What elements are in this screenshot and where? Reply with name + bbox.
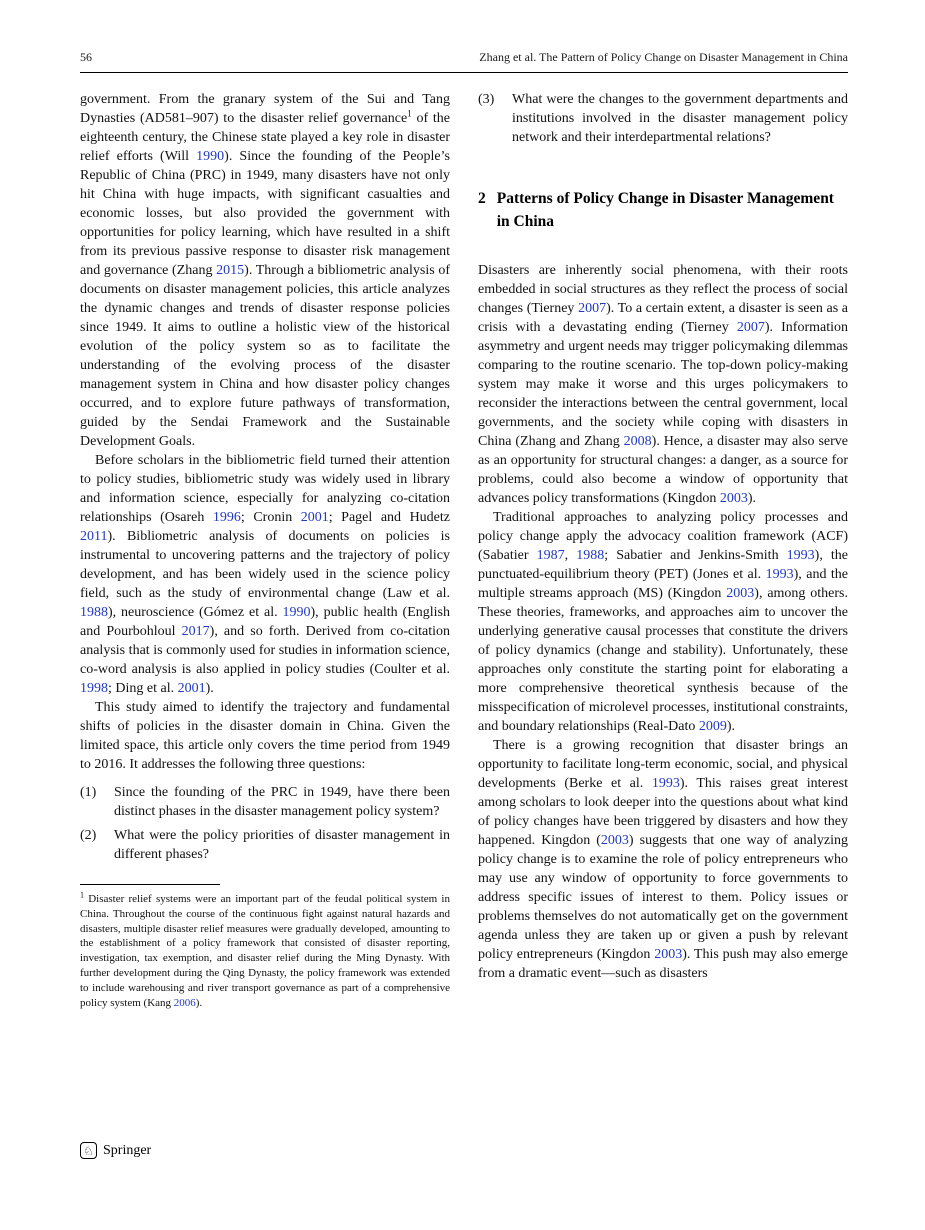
publisher-name: Springer <box>103 1142 152 1158</box>
page-footer <box>80 1142 151 1159</box>
paragraph: Disasters are inherently social phenomena, with their roots embedded in social structures as they reflect the process of social changes (Tierney 2007). To a certain extent, a disaster is seen as a crisis with a devastating ending (Tierney 2007). Information asymmetry and urgent needs may trigger policymaking dilemmas comparing to the routine scenario. The top-down policy-making system may make it worse and this urges policymakers to reconsider the interactions between the central government, local governments, and the society while coping with disasters in China (Zhang and Zhang 2008). Hence, a disaster may also serve as an opportunity for structural changes: a danger, as a source for problems, could also become a window of opportunity that advances policy transformations (Kingdon 2003). <box>478 263 849 506</box>
section-title: Patterns of Policy Change in Disaster Management in China <box>496 190 834 230</box>
list-item <box>80 783 450 821</box>
paragraph: There is a growing recognition that disaster brings an opportunity to facilitate long-term economic, social, and physical developments (Berke et al. 1993). This raises great interest among scholars to look deeper into the questions about what kind of policy changes have been triggered by disasters and how they happened. Kingdon (2003) suggests that one way of analyzing policy change is to examine the role of policy entrepreneurs who may use any window of opportunity to force governments to address specific issues of interest to them. Policy issues or problems themselves do not automatically get on the government agenda unless they are taken up or given a push by relevant policy entrepreneurs (Kingdon 2003). This push may also emerge from a dramatic event—such as disasters <box>478 738 848 981</box>
citation-link[interactable]: 2003 <box>726 586 755 601</box>
text-columns <box>80 90 848 1010</box>
citation-link[interactable]: 2009 <box>698 719 727 734</box>
list-item-text: Since the founding of the PRC in 1949, have there been distinct phases in the disaster management policy system? <box>114 785 450 819</box>
list-item-number: (1) <box>80 785 97 800</box>
citation-link[interactable]: 2003 <box>719 491 748 506</box>
springer-logo-icon: ♘ <box>80 1142 97 1159</box>
citation-link[interactable]: 1993 <box>765 567 794 582</box>
running-title: Zhang et al. The Pattern of Policy Change on Disaster Management in China <box>479 50 848 64</box>
left-column <box>80 90 450 1010</box>
citation-link[interactable]: 2008 <box>623 434 652 449</box>
paragraph: This study aimed to identify the trajectory and fundamental shifts of policies in the disaster domain in China. Given the limited space, this article only covers the time period from 1949 to 2016. It addresses the following three questions: <box>80 700 450 772</box>
citation-link[interactable]: 1988 <box>576 548 605 563</box>
citation-link[interactable]: 2001 <box>300 510 329 525</box>
footnote-marker[interactable]: 1 <box>80 890 84 900</box>
paragraph: government. From the granary system of the Sui and Tang Dynasties (AD581–907) to the disaster relief governance$^1$ of the eighteenth century, the Chinese state played a key role in disaster relief efforts (Will 1990). Since the founding of the People’s Republic of China (PRC) in 1949, many disasters have not only hit China with huge impacts, with significant casualties and economic losses, but also provided the government with opportunities for policy learning, which have resulted in a shift from its previous passive response to disaster risk management and governance (Zhang 2015). Through a bibliometric analysis of documents on disaster management policies, this article analyzes the dynamic changes and trends of disaster response policies since 1949. It aims to outline a holistic view of the historical evolution of the policy system so as to facilitate the understanding of the evolving process of the disaster management system in China and how disaster policy changes occurred, and to explore future pathways of transformation, guided by the Sendai Framework and the Sustainable Development Goals. <box>80 92 450 449</box>
citation-link[interactable]: 1990 <box>282 605 311 620</box>
list-item-number: (2) <box>80 828 97 843</box>
citation-link[interactable]: 1993 <box>786 548 815 563</box>
citation-link[interactable]: 2007 <box>578 301 607 316</box>
list-item-text: What were the policy priorities of disaster management in different phases? <box>114 828 450 862</box>
footnote-text: $^1$ Disaster relief systems were an important part of the feudal political system in China. Throughout the course of the continuous fight against natural hazards and disasters, multiple disaster relief measures were gradually developed, amounting to the establishment of a policy framework that consisted of disaster reporting, investigation, tax exemption, and disaster relief during the Ming Dynasty. With further development during the Qing Dynasty, the policy framework was extended to include warehousing and river transport governance as part of a comprehensive policy system (Kang 2006). <box>80 890 450 1009</box>
right-column <box>478 90 848 1010</box>
list-item-number: (3) <box>478 92 495 107</box>
citation-link[interactable]: 1987 <box>536 548 565 563</box>
citation-link[interactable]: 1990 <box>196 149 225 164</box>
footnote-rule <box>80 884 220 885</box>
header-rule <box>80 72 848 73</box>
citation-link[interactable]: 2003 <box>600 833 629 848</box>
page-number: 56 <box>80 50 92 64</box>
page-header <box>80 50 848 65</box>
footnote-marker[interactable]: 1 <box>407 108 412 119</box>
citation-link[interactable]: 1998 <box>80 681 108 696</box>
section-heading <box>478 187 848 233</box>
list-item <box>478 90 848 147</box>
paragraph: Before scholars in the bibliometric field turned their attention to policy studies, bibliometric study was widely used in library and information science, especially for analyzing co-citation relationships (Osareh 1996; Cronin 2001; Pagel and Hudetz 2011). Bibliometric analysis of documents on policies is instrumental to uncovering patterns and the trajectory of policy development, and has been widely used in the science policy field, such as the study of environmental change (Law et al. 1988), neuroscience (Gómez et al. 1990), public health (English and Pourbohloul 2017), and so forth. Derived from co-citation analysis that is commonly used for studies in information science, co-word analysis is also applied in policy studies (Coulter et al. 1998; Ding et al. 2001). <box>80 453 451 696</box>
citation-link[interactable]: 1996 <box>212 510 241 525</box>
citation-link[interactable]: 2011 <box>80 529 108 544</box>
list-item-text: What were the changes to the government departments and institutions involved in the disaster management policy network and their interdepartmental relations? <box>512 92 848 145</box>
citation-link[interactable]: 2006 <box>173 996 196 1009</box>
citation-link[interactable]: 2017 <box>181 624 210 639</box>
question-list <box>478 90 848 147</box>
citation-link[interactable]: 1988 <box>80 605 108 620</box>
citation-link[interactable]: 2007 <box>736 320 765 335</box>
citation-link[interactable]: 2003 <box>654 947 683 962</box>
citation-link[interactable]: 2015 <box>216 263 245 278</box>
citation-link[interactable]: 1993 <box>651 776 680 791</box>
list-item <box>80 826 450 864</box>
section-number: 2 <box>478 190 486 207</box>
footnote <box>80 884 450 1010</box>
citation-link[interactable]: 2001 <box>177 681 206 696</box>
question-list <box>80 783 450 864</box>
paragraph: Traditional approaches to analyzing policy processes and policy change apply the advocacy coalition framework (ACF) (Sabatier 1987, 1988; Sabatier and Jenkins-Smith 1993), the punctuated-equilibrium theory (PET) (Jones et al. 1993), and the multiple streams approach (MS) (Kingdon 2003), among others. These theories, frameworks, and approaches aim to uncover the underlying generative causal processes that constitute the drivers of policy dynamics (change and stability). Unfortunately, these approaches only constitute the starting point for elaborating a more comprehensive theoretical synthesis because of the misspecification of microlevel processes, institutional constraints, and boundary relationships (Real-Dato 2009). <box>478 510 849 734</box>
